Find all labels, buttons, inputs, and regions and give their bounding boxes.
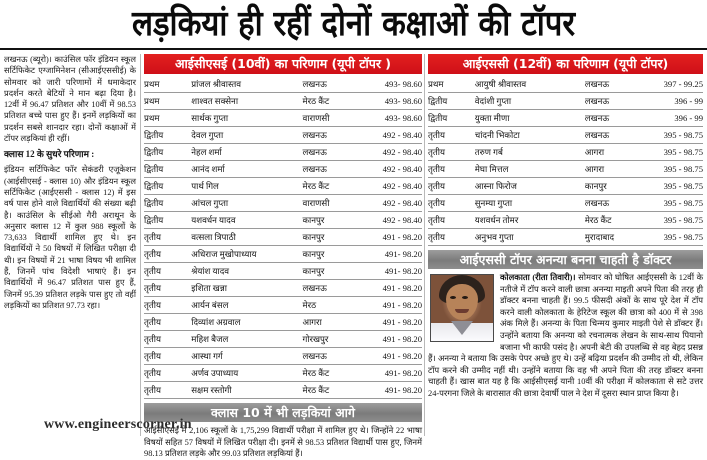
marks-cell: 492 - 98.40 (358, 161, 422, 178)
class10-box-header: क्लास 10 में भी लड़कियां आगे (144, 403, 422, 422)
rank-cell: द्वितीय (144, 127, 191, 144)
name-cell: सार्थक गुप्ता (191, 110, 302, 127)
name-cell: श्रेयांश यादव (191, 263, 302, 280)
rank-cell: तृतीय (144, 229, 191, 246)
table-row (144, 365, 422, 382)
column-divider-right (424, 54, 425, 436)
name-cell: यशवर्धन यादव (191, 212, 302, 229)
city-cell: मेरठ कैंट (585, 212, 640, 229)
city-cell: लखनऊ (585, 110, 640, 127)
name-cell: मेघा मित्तल (475, 161, 585, 178)
marks-cell: 395 - 98.75 (640, 195, 703, 212)
table-row (428, 144, 703, 161)
rank-cell: तृतीय (428, 178, 475, 195)
marks-cell: 493- 98.60 (358, 110, 422, 127)
marks-cell: 491- 98.20 (358, 263, 422, 280)
table-row (428, 127, 703, 144)
column-divider-left (140, 54, 141, 436)
name-cell: दिव्यांश अग्रवाल (191, 314, 302, 331)
rank-cell: तृतीय (428, 161, 475, 178)
city-cell: आगरा (302, 314, 358, 331)
city-cell: वाराणसी (302, 110, 358, 127)
rank-cell: तृतीय (144, 331, 191, 348)
city-cell: लखनऊ (585, 93, 640, 110)
marks-cell: 396 - 99 (640, 110, 703, 127)
table-row (428, 229, 703, 246)
city-cell: कानपुर (302, 212, 358, 229)
name-cell: इशिता खन्ना (191, 280, 302, 297)
city-cell: कानपुर (302, 246, 358, 263)
table-row (144, 161, 422, 178)
city-cell: आगरा (585, 144, 640, 161)
marks-cell: 492 - 98.40 (358, 144, 422, 161)
name-cell: पार्थ गिल (191, 178, 302, 195)
city-cell: गोरखपुर (302, 331, 358, 348)
marks-cell: 491 - 98.20 (358, 280, 422, 297)
marks-cell: 491 - 98.20 (358, 229, 422, 246)
rank-cell: तृतीय (428, 127, 475, 144)
rank-cell: प्रथम (144, 76, 191, 93)
marks-cell: 491- 98.20 (358, 382, 422, 399)
rank-cell: द्वितीय (144, 178, 191, 195)
name-cell: महिश बैजल (191, 331, 302, 348)
name-cell: अधिराज मुखोपाध्याय (191, 246, 302, 263)
masthead (0, 0, 707, 50)
table-row (144, 382, 422, 399)
table-row (144, 195, 422, 212)
rank-cell: द्वितीय (428, 93, 475, 110)
name-cell: आस्ना फिरोज (475, 178, 585, 195)
city-cell: लखनऊ (302, 127, 358, 144)
city-cell: लखनऊ (585, 127, 640, 144)
city-cell: मेरठ कैंट (302, 365, 358, 382)
rank-cell: प्रथम (144, 93, 191, 110)
name-cell: तरुण गर्ब (475, 144, 585, 161)
marks-cell: 491 - 98.20 (358, 331, 422, 348)
city-cell: मेरठ (302, 297, 358, 314)
rank-cell: तृतीय (144, 246, 191, 263)
middle-column (144, 54, 422, 458)
photo-eye-right (462, 296, 468, 299)
name-cell: वेदांशी गुप्ता (475, 93, 585, 110)
table-row (144, 212, 422, 229)
left-subheading: क्लास 12 के सुधरे परिणाम : (4, 149, 95, 160)
class10-box-body: आईसीएसई में 2,106 स्कूलों के 1,75,299 विद्यार्थी परीक्षा में शामिल हुए थे। जिन्होंने 22 भाषा विषयों सहित 57 विषयों में लिखित परीक्षा दी। इनमें से 98.53 प्रतिशत विद्यार्थी पास हुए, जिनमें 98.13 प्रतिशत लड़के और 99.03 प्रतिशत लड़कियां हैं। (144, 426, 422, 458)
marks-cell: 493- 98.60 (358, 93, 422, 110)
city-cell: मुरादाबाद (585, 229, 640, 246)
rank-cell: तृतीय (428, 212, 475, 229)
table-row (428, 212, 703, 229)
photo-eye-left (450, 296, 456, 299)
city-cell: लखनऊ (302, 144, 358, 161)
table-row (144, 246, 422, 263)
table-row (144, 229, 422, 246)
city-cell: आगरा (585, 161, 640, 178)
rank-cell: तृतीय (428, 195, 475, 212)
table-row (144, 348, 422, 365)
name-cell: सुनम्या गुप्ता (475, 195, 585, 212)
city-cell: लखनऊ (302, 161, 358, 178)
marks-cell: 396 - 99 (640, 93, 703, 110)
rank-cell: द्वितीय (144, 144, 191, 161)
marks-cell: 491 - 98.20 (358, 314, 422, 331)
left-column (4, 54, 136, 436)
table-row (144, 263, 422, 280)
rank-cell: द्वितीय (144, 161, 191, 178)
article-text: सोमवार को घोषित आईएससी के 12वीं के नतीजे में टॉप करने वाली छात्रा अनन्या माइती अपने पिता की तरह ही डॉक्टर बनना चाहती हैं। 99.5 फीसदी अंकों के साथ पूरे देश में टॉप करने वाली कोलकाता के हेरिटेज स्कूल की छात्रा को 400 में से 398 अंक मिले हैं। अनन्या के पिता चिन्मय कुमार माइती पेशे से डॉक्टर हैं। उन्होंने बताया कि अनन्या को रचनात्मक लेखन के साथ-साथ पियानो बजाना भी काफी पसंद है। अपनी बेटी की उपलब्धि से वह बेहद प्रसन्न हैं। अनन्या ने बताया कि उसके पेपर अच्छे हुए थे। उन्हें बढ़िया प्रदर्शन की उम्मीद तो थी, लेकिन टॉप करने की उम्मीद नहीं थी। उन्होंने बताया कि वह भी अपने पिता की तरह डॉक्टर बनना चाहती हैं। खास बात यह है कि आईसीएसई यानी 10वीं की परीक्षा में कोलकाता से सटे उत्तर 24-परगना जिले के बारासात की छात्रा देवार्षी पाल ने देश में दूसरा स्थान प्राप्त किया है। (428, 273, 703, 398)
city-cell: लखनऊ (302, 76, 358, 93)
city-cell: लखनऊ (585, 76, 640, 93)
name-cell: आनंद शर्मा (191, 161, 302, 178)
marks-cell: 491 - 98.20 (358, 297, 422, 314)
name-cell: नेहल शर्मा (191, 144, 302, 161)
lead-paragraph: लखनऊ (ब्यूरो)। काउंसिल फॉर इंडियन स्कूल सर्टिफिकेट एग्जामिनेशन (सीआईएससीई) के सोमवार को जारी परिणामों में धमाकेदार प्रदर्शन करते बेटियों ने मान बढ़ा दिया है। 12वीं में 96.47 प्रतिशत और 10वीं में 98.53 प्रतिशत बच्चे पास हुए हैं। इनमें लड़कियों का प्रदर्शन सबसे शानदार रहा। दोनों कक्षाओं में टॉपर लड़कियां ही रहीं। (4, 55, 136, 144)
city-cell: वाराणसी (302, 195, 358, 212)
page-title: लड़कियां ही रहीं दोनों कक्षाओं की टॉपर (131, 3, 576, 44)
isc-results-table (428, 76, 703, 246)
rank-cell: तृतीय (144, 314, 191, 331)
name-cell: प्रांजल श्रीवास्तव (191, 76, 302, 93)
icse-table-header: आईसीएसई (10वीं) का परिणाम (यूपी टॉपर ) (144, 54, 422, 74)
isc-table-header: आईएससी (12वीं) का परिणाम (यूपी टॉपर) (428, 54, 703, 74)
name-cell: अर्णव उपाध्याय (191, 365, 302, 382)
rank-cell: तृतीय (144, 348, 191, 365)
isc-table-body (428, 76, 703, 246)
marks-cell: 492 - 98.40 (358, 127, 422, 144)
rank-cell: प्रथम (428, 76, 475, 93)
table-row (144, 331, 422, 348)
topper-photo (430, 274, 494, 342)
name-cell: देवल गुप्ता (191, 127, 302, 144)
city-cell: मेरठ कैंट (302, 382, 358, 399)
table-row (428, 195, 703, 212)
table-row (428, 178, 703, 195)
marks-cell: 397 - 99.25 (640, 76, 703, 93)
article-dateline: कोलकाता (रीता तिवारी)। (500, 273, 576, 282)
name-cell: आर्यन बंसल (191, 297, 302, 314)
rank-cell: तृतीय (144, 382, 191, 399)
table-row (144, 178, 422, 195)
name-cell: आस्था गर्ग (191, 348, 302, 365)
table-row (144, 297, 422, 314)
table-row (144, 93, 422, 110)
topper-article (428, 250, 703, 400)
site-watermark: www.engineerscorner.in (44, 417, 192, 432)
rank-cell: द्वितीय (144, 212, 191, 229)
marks-cell: 492 - 98.40 (358, 178, 422, 195)
article-body (428, 272, 703, 400)
marks-cell: 395 - 98.75 (640, 144, 703, 161)
table-row (144, 127, 422, 144)
rank-cell: द्वितीय (144, 195, 191, 212)
marks-cell: 491- 98.20 (358, 246, 422, 263)
marks-cell: 395 - 98.75 (640, 212, 703, 229)
table-row (144, 314, 422, 331)
city-cell: मेरठ कैंट (302, 93, 358, 110)
left-body-paragraph: इंडियन सर्टिफिकेट फॉर सेकंडरी एजूकेशन (आईसीएसई - क्लास 10) और इंडियन स्कूल सर्टिफिकेट (आईएससी - क्लास 12) में इस वर्ष पास होने वाले विद्यार्थियों की संख्या बढ़ी है। काउंसिल के सीईओ गैरी अराथून के अनुसार क्लास 12 में कुल 988 स्कूलों के 73,633 विद्यार्थी शामिल हुए थे। इन विद्यार्थियों ने 50 विषयों में लिखित परीक्षा दी थी। इन विषयों में 21 भाषा विषय भी शामिल हैं, जिनमें पांच विदेशी भाषाएं हैं। इन विद्यार्थियों में 96.47 प्रतिशत पास हुए हैं, जिनमें 95.39 प्रतिशत लड़के पास हुए तो वहीं लड़कियों का प्रतिशत 97.73 रहा। (4, 165, 136, 310)
photo-face (446, 284, 478, 320)
table-row (428, 93, 703, 110)
city-cell: लखनऊ (302, 280, 358, 297)
city-cell: कानपुर (585, 178, 640, 195)
name-cell: शाश्वत सक्सेना (191, 93, 302, 110)
article-header: आईएससी टॉपर अनन्या बनना चाहती है डॉक्टर (428, 250, 703, 269)
table-row (428, 76, 703, 93)
city-cell: लखनऊ (302, 348, 358, 365)
table-row (428, 161, 703, 178)
marks-cell: 491 - 98.20 (358, 348, 422, 365)
photo-mouth (455, 309, 469, 313)
icse-results-table (144, 76, 422, 399)
rank-cell: तृतीय (428, 229, 475, 246)
table-row (144, 144, 422, 161)
marks-cell: 491- 98.20 (358, 365, 422, 382)
marks-cell: 395 - 98.75 (640, 127, 703, 144)
table-row (144, 110, 422, 127)
rank-cell: तृतीय (428, 144, 475, 161)
table-row (428, 110, 703, 127)
city-cell: मेरठ कैंट (302, 178, 358, 195)
name-cell: आंचल गुप्ता (191, 195, 302, 212)
name-cell: वत्सला त्रिपाठी (191, 229, 302, 246)
name-cell: आयुषी श्रीवास्तव (475, 76, 585, 93)
marks-cell: 395 - 98.75 (640, 229, 703, 246)
table-row (144, 76, 422, 93)
table-row (144, 280, 422, 297)
marks-cell: 492 - 98.40 (358, 195, 422, 212)
city-cell: कानपुर (302, 229, 358, 246)
right-column (428, 54, 703, 436)
rank-cell: तृतीय (144, 365, 191, 382)
icse-table-body (144, 76, 422, 399)
rank-cell: तृतीय (144, 297, 191, 314)
name-cell: यशवर्धन तोमर (475, 212, 585, 229)
rank-cell: तृतीय (144, 280, 191, 297)
marks-cell: 395 - 98.75 (640, 161, 703, 178)
name-cell: चांदनी भिकोटा (475, 127, 585, 144)
marks-cell: 492 - 98.40 (358, 212, 422, 229)
rank-cell: प्रथम (144, 110, 191, 127)
marks-cell: 395 - 98.75 (640, 178, 703, 195)
name-cell: युक्ता मीणा (475, 110, 585, 127)
marks-cell: 493- 98.60 (358, 76, 422, 93)
rank-cell: तृतीय (144, 263, 191, 280)
city-cell: कानपुर (302, 263, 358, 280)
name-cell: सक्षम रस्तोगी (191, 382, 302, 399)
name-cell: अनुभव गुप्ता (475, 229, 585, 246)
rank-cell: द्वितीय (428, 110, 475, 127)
city-cell: लखनऊ (585, 195, 640, 212)
